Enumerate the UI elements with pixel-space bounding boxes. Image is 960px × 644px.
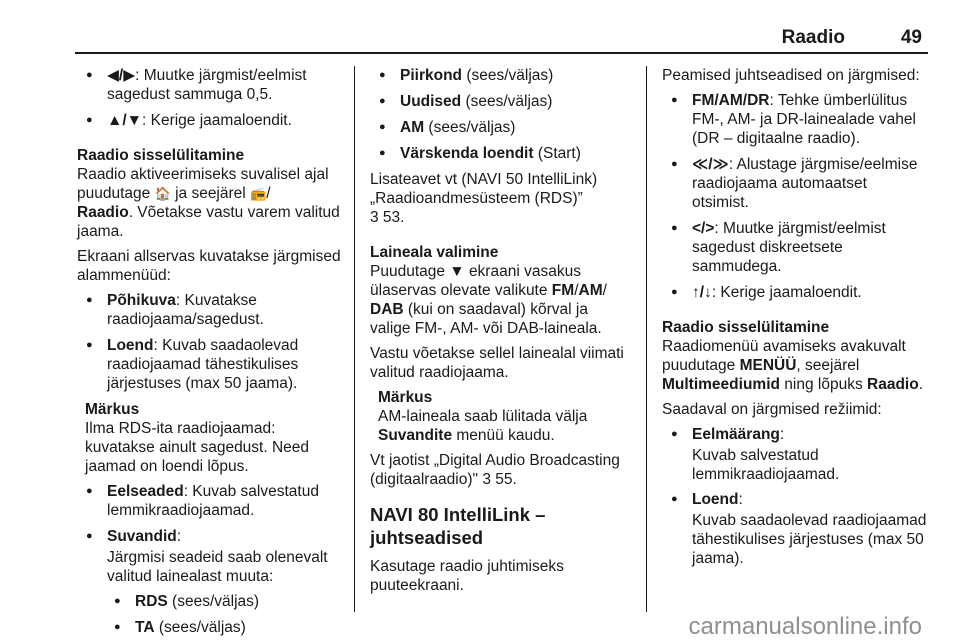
column-3 <box>662 66 928 574</box>
list-item: ● ↑/↓: Kerige jaamaloendit. <box>662 283 928 302</box>
paragraph: Lisateavet vt (NAVI 50 IntelliLink) „Raadioandmesüsteem (RDS)” 3 53. <box>370 171 598 226</box>
column-2 <box>370 66 632 601</box>
paragraph: Järgmisi seadeid saab olenevalt valitud lainealast muuta: <box>107 549 328 585</box>
paragraph: Kuvab saadaolevad raadiojaamad tähestikulises järjestuses (max 50 jaama). <box>692 512 927 567</box>
list-item: ● Värskenda loendit (Start) <box>370 144 632 163</box>
page-number: 49 <box>900 27 922 48</box>
paragraph: Ekraani allservas kuvatakse järgmised alammenüüd: <box>77 248 341 284</box>
section-heading: Raadio sisselülitamine <box>662 319 830 336</box>
paragraph: Peamised juhtseadised on järgmised: <box>662 67 920 84</box>
section-heading: Raadio sisselülitamine <box>77 147 245 164</box>
list-item: ● ▲/▼: Kerige jaamaloendit. <box>77 111 345 130</box>
up-down-arrows-icon: ▲/▼ <box>107 112 142 129</box>
section-heading: Laineala valimine <box>370 244 499 261</box>
list-item: ● Loend: Kuvab saadaolevad raadiojaamad tähestikulises järjestuses (max 50 jaama). <box>77 336 345 393</box>
list-item: ● RDS (sees/väljas) <box>77 592 345 611</box>
home-icon: 🏠 <box>154 186 171 201</box>
paragraph: Saadaval on järgmised režiimid: <box>662 401 882 418</box>
column-1 <box>77 66 345 644</box>
scroll-arrows-icon: ↑/↓ <box>692 284 712 301</box>
list-item: ● ≪/≫: Alustage järgmise/eelmise raadiojaama automaatset otsimist. <box>662 155 928 212</box>
paragraph: Raadio aktiveerimiseks suvalisel ajal puudutage 🏠 ja seejärel 📻/ Raadio. Võetakse vastu varem valitud jaama. <box>77 166 340 240</box>
list-item: ● ◀/▶: Muutke järgmist/eelmist sagedust sammuga 0,5. <box>77 66 345 104</box>
page-reference: 3 55. <box>482 471 517 488</box>
paragraph: Puudutage ▼ ekraani vasakus ülaservas olevate valikute FM/AM/ DAB (kui on saadaval) kõrval ja valige FM-, AM- või DAB-laineala. <box>370 263 607 337</box>
list-item: ● </>: Muutke järgmist/eelmist sagedust diskreetsete sammudega. <box>662 219 928 276</box>
list-item: ● FM/AM/DR: Tehke ümberlülitus FM-, AM- ja DR-lainealade vahel (DR – digitaalne raadio). <box>662 91 928 148</box>
list-item: ● Suvandid: <box>77 527 345 546</box>
left-right-arrows-icon: ◀/▶ <box>107 67 136 84</box>
list-item: ● TA (sees/väljas) <box>77 618 345 637</box>
list-item: ● Eelseaded: Kuvab salvestatud lemmikraadiojaamad. <box>77 482 345 520</box>
section-heading-large: NAVI 80 IntelliLink – juhtseadised <box>370 504 546 548</box>
list-item: ● Eelmäärang: <box>662 425 928 444</box>
column-divider-1 <box>354 66 355 612</box>
list-item: ● Loend: <box>662 490 928 509</box>
radio-icon: 📻 <box>250 186 267 201</box>
list-item: ● Uudised (sees/väljas) <box>370 92 632 111</box>
paragraph: Kuvab salvestatud lemmikraadiojaamad. <box>692 447 840 483</box>
paragraph: Vt jaotist „Digital Audio Broadcasting (digitaalraadio)" 3 55. <box>370 452 620 488</box>
note-box: Märkus Ilma RDS-ita raadiojaamad: kuvatakse ainult sagedust. Need jaamad on loendi lõpus. <box>85 401 310 475</box>
step-arrows-icon: </> <box>692 220 715 237</box>
list-item: ● AM (sees/väljas) <box>370 118 632 137</box>
section-title: Raadio <box>781 27 845 48</box>
page-reference: 3 53. <box>370 209 405 226</box>
paragraph: Raadiomenüü avamiseks avakuvalt puudutage MENÜÜ, seejärel Multimeediumid ning lõpuks Raadio. <box>662 338 924 393</box>
list-item: ● Põhikuva: Kuvatakse raadiojaama/sagedust. <box>77 291 345 329</box>
page-header <box>0 28 930 52</box>
list-item: ● Piirkond (sees/väljas) <box>370 66 632 85</box>
paragraph: Vastu võetakse sellel lainealal viimati valitud raadiojaama. <box>370 345 624 381</box>
note-box: Märkus AM-laineala saab lülitada välja Suvandite menüü kaudu. <box>378 389 588 444</box>
paragraph: Kasutage raadio juhtimiseks puuteekraani. <box>370 558 564 594</box>
watermark: carmanualsonline.info <box>688 613 922 640</box>
seek-arrows-icon: ≪/≫ <box>692 156 729 173</box>
header-rule <box>75 52 928 54</box>
column-divider-2 <box>646 66 647 612</box>
